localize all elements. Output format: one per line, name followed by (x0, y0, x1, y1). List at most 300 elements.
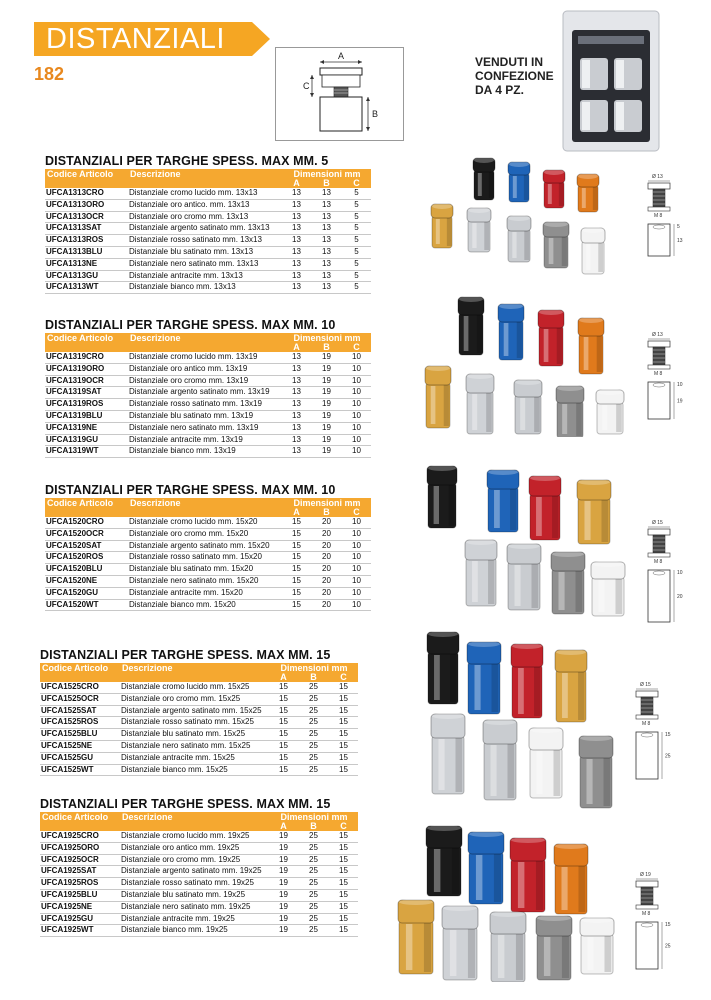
article-description: Distanziale cromo lucido mm. 13x19 (128, 352, 281, 363)
article-description: Distanziale nero satinato mm. 13x13 (128, 258, 281, 270)
dim-b: 13 (311, 235, 341, 247)
tech-drawing (628, 870, 678, 975)
dimension-label: 20 (677, 594, 683, 600)
dim-a: 13 (281, 282, 311, 294)
header-code: Codice Articolo (40, 663, 120, 673)
dim-a: 13 (281, 211, 311, 223)
article-code: UFCA1525GU (40, 752, 120, 764)
pack-note-line: DA 4 PZ. (475, 83, 524, 97)
header-col-a: A (268, 673, 298, 682)
spec-table (45, 498, 371, 611)
dim-c: 10 (341, 564, 371, 576)
dim-c: 10 (341, 375, 371, 387)
product-photo (425, 460, 635, 620)
spacer-cylinder (487, 469, 519, 532)
dim-a: 19 (268, 925, 298, 937)
dim-c: 15 (328, 752, 358, 764)
header-description: Descrizione (120, 812, 268, 822)
dim-b: 13 (311, 211, 341, 223)
header-description: Descrizione (128, 333, 281, 343)
dim-c: 5 (341, 223, 371, 235)
dim-b: 13 (311, 188, 341, 199)
article-description: Distanziale rosso satinato mm. 13x19 (128, 399, 281, 411)
bolt-label: M 8 (654, 213, 663, 219)
article-description: Distanziale blu satinato mm. 13x13 (128, 246, 281, 258)
article-description: Distanziale oro cromo mm. 15x20 (128, 528, 281, 540)
header-description: Descrizione (128, 498, 281, 508)
article-code: UFCA1520GU (45, 587, 128, 599)
spacer-cylinder (498, 303, 524, 360)
article-description: Distanziale blu satinato mm. 15x20 (128, 564, 281, 576)
tech-drawing (640, 518, 690, 628)
table-row (40, 901, 358, 913)
dimension-diagram (275, 47, 404, 141)
header-col-c: C (341, 508, 371, 517)
dim-b: 20 (311, 575, 341, 587)
header-col-b: B (311, 343, 341, 352)
table-row (45, 282, 371, 294)
dimension-label: 19 (677, 398, 683, 405)
spacer-cylinder (514, 379, 542, 434)
article-code: UFCA1313OCR (45, 211, 128, 223)
table-row (45, 211, 371, 223)
spacer-cylinder (490, 911, 526, 982)
dim-a: 19 (268, 878, 298, 890)
article-description: Distanziale argento satinato mm. 13x13 (128, 223, 281, 235)
dimension-label: 25 (665, 943, 671, 950)
dim-a: 15 (268, 717, 298, 729)
header-col-b: B (298, 673, 328, 682)
article-description: Distanziale nero satinato mm. 15x25 (120, 740, 268, 752)
header-col-a: A (281, 508, 311, 517)
dim-c: 15 (328, 729, 358, 741)
dim-a: 15 (268, 705, 298, 717)
article-code: UFCA1525NE (40, 740, 120, 752)
dim-c: 15 (328, 889, 358, 901)
spacer-cylinder (579, 735, 613, 808)
dimension-label: 10 (677, 382, 683, 388)
bolt-label: M 8 (642, 721, 651, 727)
dim-c: 10 (341, 422, 371, 434)
dim-b: 25 (298, 913, 328, 925)
page-title: DISTANZIALI (46, 23, 225, 55)
table-row (45, 564, 371, 576)
diagram-label-b: B (372, 109, 379, 119)
spacer-cylinder (398, 899, 434, 974)
article-code: UFCA1319SAT (45, 387, 128, 399)
dim-a: 13 (281, 363, 311, 375)
spacer-cylinder (529, 475, 561, 540)
dim-a: 13 (281, 223, 311, 235)
dim-c: 10 (341, 599, 371, 611)
article-code: UFCA1520CRO (45, 517, 128, 528)
spec-section (45, 483, 371, 611)
pack-note (475, 55, 565, 97)
table-row (45, 223, 371, 235)
table-row (45, 258, 371, 270)
header-code: Codice Articolo (45, 169, 128, 179)
dim-a: 15 (281, 575, 311, 587)
table-row (45, 446, 371, 458)
dim-b: 25 (298, 682, 328, 693)
section-title: DISTANZIALI PER TARGHE SPESS. MAX MM. 5 (45, 154, 329, 168)
article-code: UFCA1520OCR (45, 528, 128, 540)
dim-c: 10 (341, 387, 371, 399)
dim-b: 25 (298, 831, 328, 842)
article-description: Distanziale rosso satinato mm. 13x13 (128, 235, 281, 247)
dim-c: 5 (341, 282, 371, 294)
spacer-cylinder (591, 561, 625, 616)
table-row (45, 517, 371, 528)
dim-c: 10 (341, 363, 371, 375)
spacer-cylinder (538, 309, 564, 366)
header-col-b: B (311, 508, 341, 517)
dim-b: 19 (311, 387, 341, 399)
dim-a: 19 (268, 889, 298, 901)
dim-a: 13 (281, 199, 311, 211)
dim-c: 10 (341, 540, 371, 552)
spacer-cylinder (507, 215, 531, 262)
header-col-c: C (341, 343, 371, 352)
header-dimensions: Dimensioni mm (281, 169, 371, 179)
dim-c: 15 (328, 878, 358, 890)
table-row (45, 434, 371, 446)
article-description: Distanziale nero satinato mm. 15x20 (128, 575, 281, 587)
spacer-cylinder (556, 385, 584, 437)
article-code: UFCA1319ROS (45, 399, 128, 411)
dimension-label: 15 (665, 922, 671, 928)
dim-b: 19 (311, 434, 341, 446)
article-description: Distanziale oro cromo mm. 13x19 (128, 375, 281, 387)
dim-a: 15 (281, 540, 311, 552)
spacer-cylinder (555, 649, 587, 722)
article-description: Distanziale nero satinato mm. 13x19 (128, 422, 281, 434)
article-code: UFCA1313GU (45, 270, 128, 282)
dim-c: 15 (328, 740, 358, 752)
dim-a: 15 (281, 528, 311, 540)
dim-b: 19 (311, 446, 341, 458)
table-row (45, 540, 371, 552)
spacer-cylinder (425, 365, 451, 428)
article-description: Distanziale oro antico. mm. 13x13 (128, 199, 281, 211)
diagram-label-c: C (303, 81, 310, 91)
article-code: UFCA1313ROS (45, 235, 128, 247)
dim-b: 25 (298, 752, 328, 764)
header-col-c: C (341, 179, 371, 188)
dim-a: 13 (281, 399, 311, 411)
article-description: Distanziale bianco mm. 15x20 (128, 599, 281, 611)
header-dimensions: Dimensioni mm (281, 498, 371, 508)
page-number: 182 (34, 64, 65, 84)
pack-note-line: CONFEZIONE (475, 69, 554, 83)
dim-a: 15 (281, 552, 311, 564)
header-col-a: A (281, 343, 311, 352)
spacer-cylinder (529, 727, 563, 798)
section-title: DISTANZIALI PER TARGHE SPESS. MAX MM. 15 (40, 648, 331, 662)
article-code: UFCA1313NE (45, 258, 128, 270)
header-code: Codice Articolo (40, 812, 120, 822)
dim-b: 20 (311, 599, 341, 611)
dim-b: 25 (298, 764, 328, 776)
pack-note-line: VENDUTI IN (475, 55, 544, 69)
dim-b: 20 (311, 528, 341, 540)
dim-a: 13 (281, 258, 311, 270)
table-subheader-row (45, 508, 371, 517)
spacer-cylinder (581, 227, 605, 274)
article-code: UFCA1925ROS (40, 878, 120, 890)
dim-c: 15 (328, 764, 358, 776)
header-code: Codice Articolo (45, 498, 128, 508)
dim-c: 10 (341, 517, 371, 528)
article-code: UFCA1925BLU (40, 889, 120, 901)
article-description: Distanziale antracite mm. 15x25 (120, 752, 268, 764)
table-row (40, 717, 358, 729)
article-description: Distanziale rosso satinato mm. 15x20 (128, 552, 281, 564)
dim-b: 25 (298, 866, 328, 878)
article-description: Distanziale oro antico mm. 19x25 (120, 842, 268, 854)
dim-b: 20 (311, 564, 341, 576)
dim-c: 15 (328, 913, 358, 925)
dim-a: 15 (268, 764, 298, 776)
article-description: Distanziale bianco mm. 13x19 (128, 446, 281, 458)
article-code: UFCA1319CRO (45, 352, 128, 363)
article-description: Distanziale antracite mm. 19x25 (120, 913, 268, 925)
spacer-cylinder (510, 837, 546, 912)
dim-c: 10 (341, 434, 371, 446)
dim-a: 19 (268, 901, 298, 913)
spacer-cylinder (431, 713, 465, 794)
article-description: Distanziale bianco mm. 13x13 (128, 282, 281, 294)
dim-b: 25 (298, 889, 328, 901)
spacer-cylinder (458, 296, 484, 355)
dim-c: 15 (328, 925, 358, 937)
spacer-cylinder (426, 825, 462, 896)
dim-c: 15 (328, 842, 358, 854)
article-description: Distanziale nero satinato mm. 19x25 (120, 901, 268, 913)
article-code: UFCA1319BLU (45, 410, 128, 422)
spec-section (40, 797, 358, 937)
article-description: Distanziale bianco mm. 19x25 (120, 925, 268, 937)
article-description: Distanziale oro cromo mm. 19x25 (120, 854, 268, 866)
table-subheader-row (45, 343, 371, 352)
dim-c: 10 (341, 575, 371, 587)
dim-a: 19 (268, 831, 298, 842)
diameter-label: Ø 13 (652, 332, 663, 338)
article-description: Distanziale argento satinato mm. 15x25 (120, 705, 268, 717)
dim-a: 15 (268, 693, 298, 705)
article-code: UFCA1313WT (45, 282, 128, 294)
spacer-cylinder (483, 719, 517, 800)
dimension-label: 13 (677, 238, 683, 244)
table-header-row (45, 498, 371, 508)
article-description: Distanziale blu satinato mm. 15x25 (120, 729, 268, 741)
dim-b: 19 (311, 410, 341, 422)
header-dimensions: Dimensioni mm (281, 333, 371, 343)
dim-c: 10 (341, 410, 371, 422)
dim-b: 13 (311, 246, 341, 258)
diameter-label: Ø 19 (640, 872, 651, 878)
table-row (45, 387, 371, 399)
spacer-cylinder (551, 551, 585, 614)
tech-drawing (640, 172, 690, 262)
dim-b: 13 (311, 199, 341, 211)
spacer-cylinder (508, 161, 530, 202)
article-code: UFCA1520NE (45, 575, 128, 587)
table-subheader-row (40, 673, 358, 682)
spacer-cylinder (442, 905, 478, 980)
dim-b: 20 (311, 540, 341, 552)
table-row (45, 352, 371, 363)
diagram-label-a: A (338, 51, 345, 61)
table-row (45, 235, 371, 247)
dim-a: 19 (268, 866, 298, 878)
table-row (40, 913, 358, 925)
dim-b: 25 (298, 729, 328, 741)
table-row (45, 422, 371, 434)
blister-pack-image (562, 10, 660, 152)
table-row (45, 552, 371, 564)
article-code: UFCA1925SAT (40, 866, 120, 878)
table-row (40, 764, 358, 776)
header-col-a: A (281, 179, 311, 188)
spacer-cylinder (427, 465, 457, 528)
article-description: Distanziale bianco mm. 15x25 (120, 764, 268, 776)
header-description: Descrizione (120, 663, 268, 673)
header-col-b: B (298, 822, 328, 831)
article-description: Distanziale oro cromo mm. 13x13 (128, 211, 281, 223)
table-row (40, 889, 358, 901)
article-code: UFCA1525BLU (40, 729, 120, 741)
diameter-label: Ø 15 (640, 682, 651, 688)
dim-a: 13 (281, 422, 311, 434)
article-description: Distanziale rosso satinato mm. 15x25 (120, 717, 268, 729)
dim-a: 15 (281, 587, 311, 599)
table-row (45, 575, 371, 587)
dim-a: 13 (281, 410, 311, 422)
dim-b: 19 (311, 352, 341, 363)
article-code: UFCA1319NE (45, 422, 128, 434)
table-row (40, 831, 358, 842)
dim-c: 15 (328, 866, 358, 878)
spacer-cylinder (467, 641, 501, 714)
article-code: UFCA1925OCR (40, 854, 120, 866)
spacer-cylinder (577, 173, 599, 212)
dim-b: 13 (311, 282, 341, 294)
bolt-label: M 8 (654, 371, 663, 377)
table-row (45, 410, 371, 422)
header-col-a: A (268, 822, 298, 831)
article-code: UFCA1313SAT (45, 223, 128, 235)
dim-b: 20 (311, 587, 341, 599)
dim-a: 15 (281, 564, 311, 576)
spec-table (40, 663, 358, 776)
dim-c: 10 (341, 587, 371, 599)
spacer-cylinder (577, 479, 611, 544)
dim-b: 25 (298, 854, 328, 866)
dim-a: 13 (281, 352, 311, 363)
dim-c: 5 (341, 188, 371, 199)
dim-b: 13 (311, 258, 341, 270)
dim-a: 13 (281, 446, 311, 458)
article-code: UFCA1520SAT (45, 540, 128, 552)
dim-c: 5 (341, 199, 371, 211)
table-row (45, 270, 371, 282)
article-code: UFCA1313ORO (45, 199, 128, 211)
dim-a: 13 (281, 387, 311, 399)
section-title: DISTANZIALI PER TARGHE SPESS. MAX MM. 10 (45, 318, 336, 332)
article-description: Distanziale oro antico mm. 13x19 (128, 363, 281, 375)
article-code: UFCA1313BLU (45, 246, 128, 258)
spacer-cylinder (427, 631, 459, 704)
dim-c: 10 (341, 399, 371, 411)
table-subheader-row (45, 179, 371, 188)
dim-a: 19 (268, 842, 298, 854)
spacer-cylinder (580, 917, 614, 974)
title-banner (34, 22, 274, 56)
dim-c: 15 (328, 854, 358, 866)
header-dimensions: Dimensioni mm (268, 663, 358, 673)
dim-c: 10 (341, 352, 371, 363)
tech-drawing (640, 330, 690, 425)
dim-b: 19 (311, 375, 341, 387)
article-code: UFCA1525ROS (40, 717, 120, 729)
header-col-c: C (328, 822, 358, 831)
dim-a: 15 (268, 752, 298, 764)
table-row (40, 729, 358, 741)
dim-c: 5 (341, 258, 371, 270)
dim-c: 15 (328, 901, 358, 913)
article-code: UFCA1313CRO (45, 188, 128, 199)
dim-a: 13 (281, 235, 311, 247)
table-subheader-row (40, 822, 358, 831)
article-description: Distanziale blu satinato mm. 13x19 (128, 410, 281, 422)
article-code: UFCA1520ROS (45, 552, 128, 564)
spacer-cylinder (465, 539, 497, 606)
spacer-cylinder (511, 643, 543, 718)
article-code: UFCA1925GU (40, 913, 120, 925)
table-row (40, 925, 358, 937)
dim-a: 15 (268, 740, 298, 752)
dim-c: 15 (328, 682, 358, 693)
article-code: UFCA1525SAT (40, 705, 120, 717)
dim-c: 5 (341, 246, 371, 258)
dim-a: 15 (281, 517, 311, 528)
bolt-label: M 8 (642, 911, 651, 917)
spec-section (45, 154, 371, 294)
spacer-cylinder (543, 221, 569, 268)
dim-b: 25 (298, 740, 328, 752)
dimension-label: 15 (665, 732, 671, 738)
dim-b: 19 (311, 363, 341, 375)
header-col-c: C (328, 673, 358, 682)
article-code: UFCA1520WT (45, 599, 128, 611)
article-code: UFCA1525CRO (40, 682, 120, 693)
tech-drawing (628, 680, 678, 785)
table-row (45, 399, 371, 411)
article-description: Distanziale antracite mm. 15x20 (128, 587, 281, 599)
table-row (40, 854, 358, 866)
header-col-b: B (311, 179, 341, 188)
table-row (40, 842, 358, 854)
article-code: UFCA1525WT (40, 764, 120, 776)
article-code: UFCA1925WT (40, 925, 120, 937)
article-description: Distanziale antracite mm. 13x19 (128, 434, 281, 446)
dim-a: 15 (281, 599, 311, 611)
article-description: Distanziale cromo lucido mm. 13x13 (128, 188, 281, 199)
article-description: Distanziale argento satinato mm. 15x20 (128, 540, 281, 552)
dim-b: 25 (298, 901, 328, 913)
header-dimensions: Dimensioni mm (268, 812, 358, 822)
